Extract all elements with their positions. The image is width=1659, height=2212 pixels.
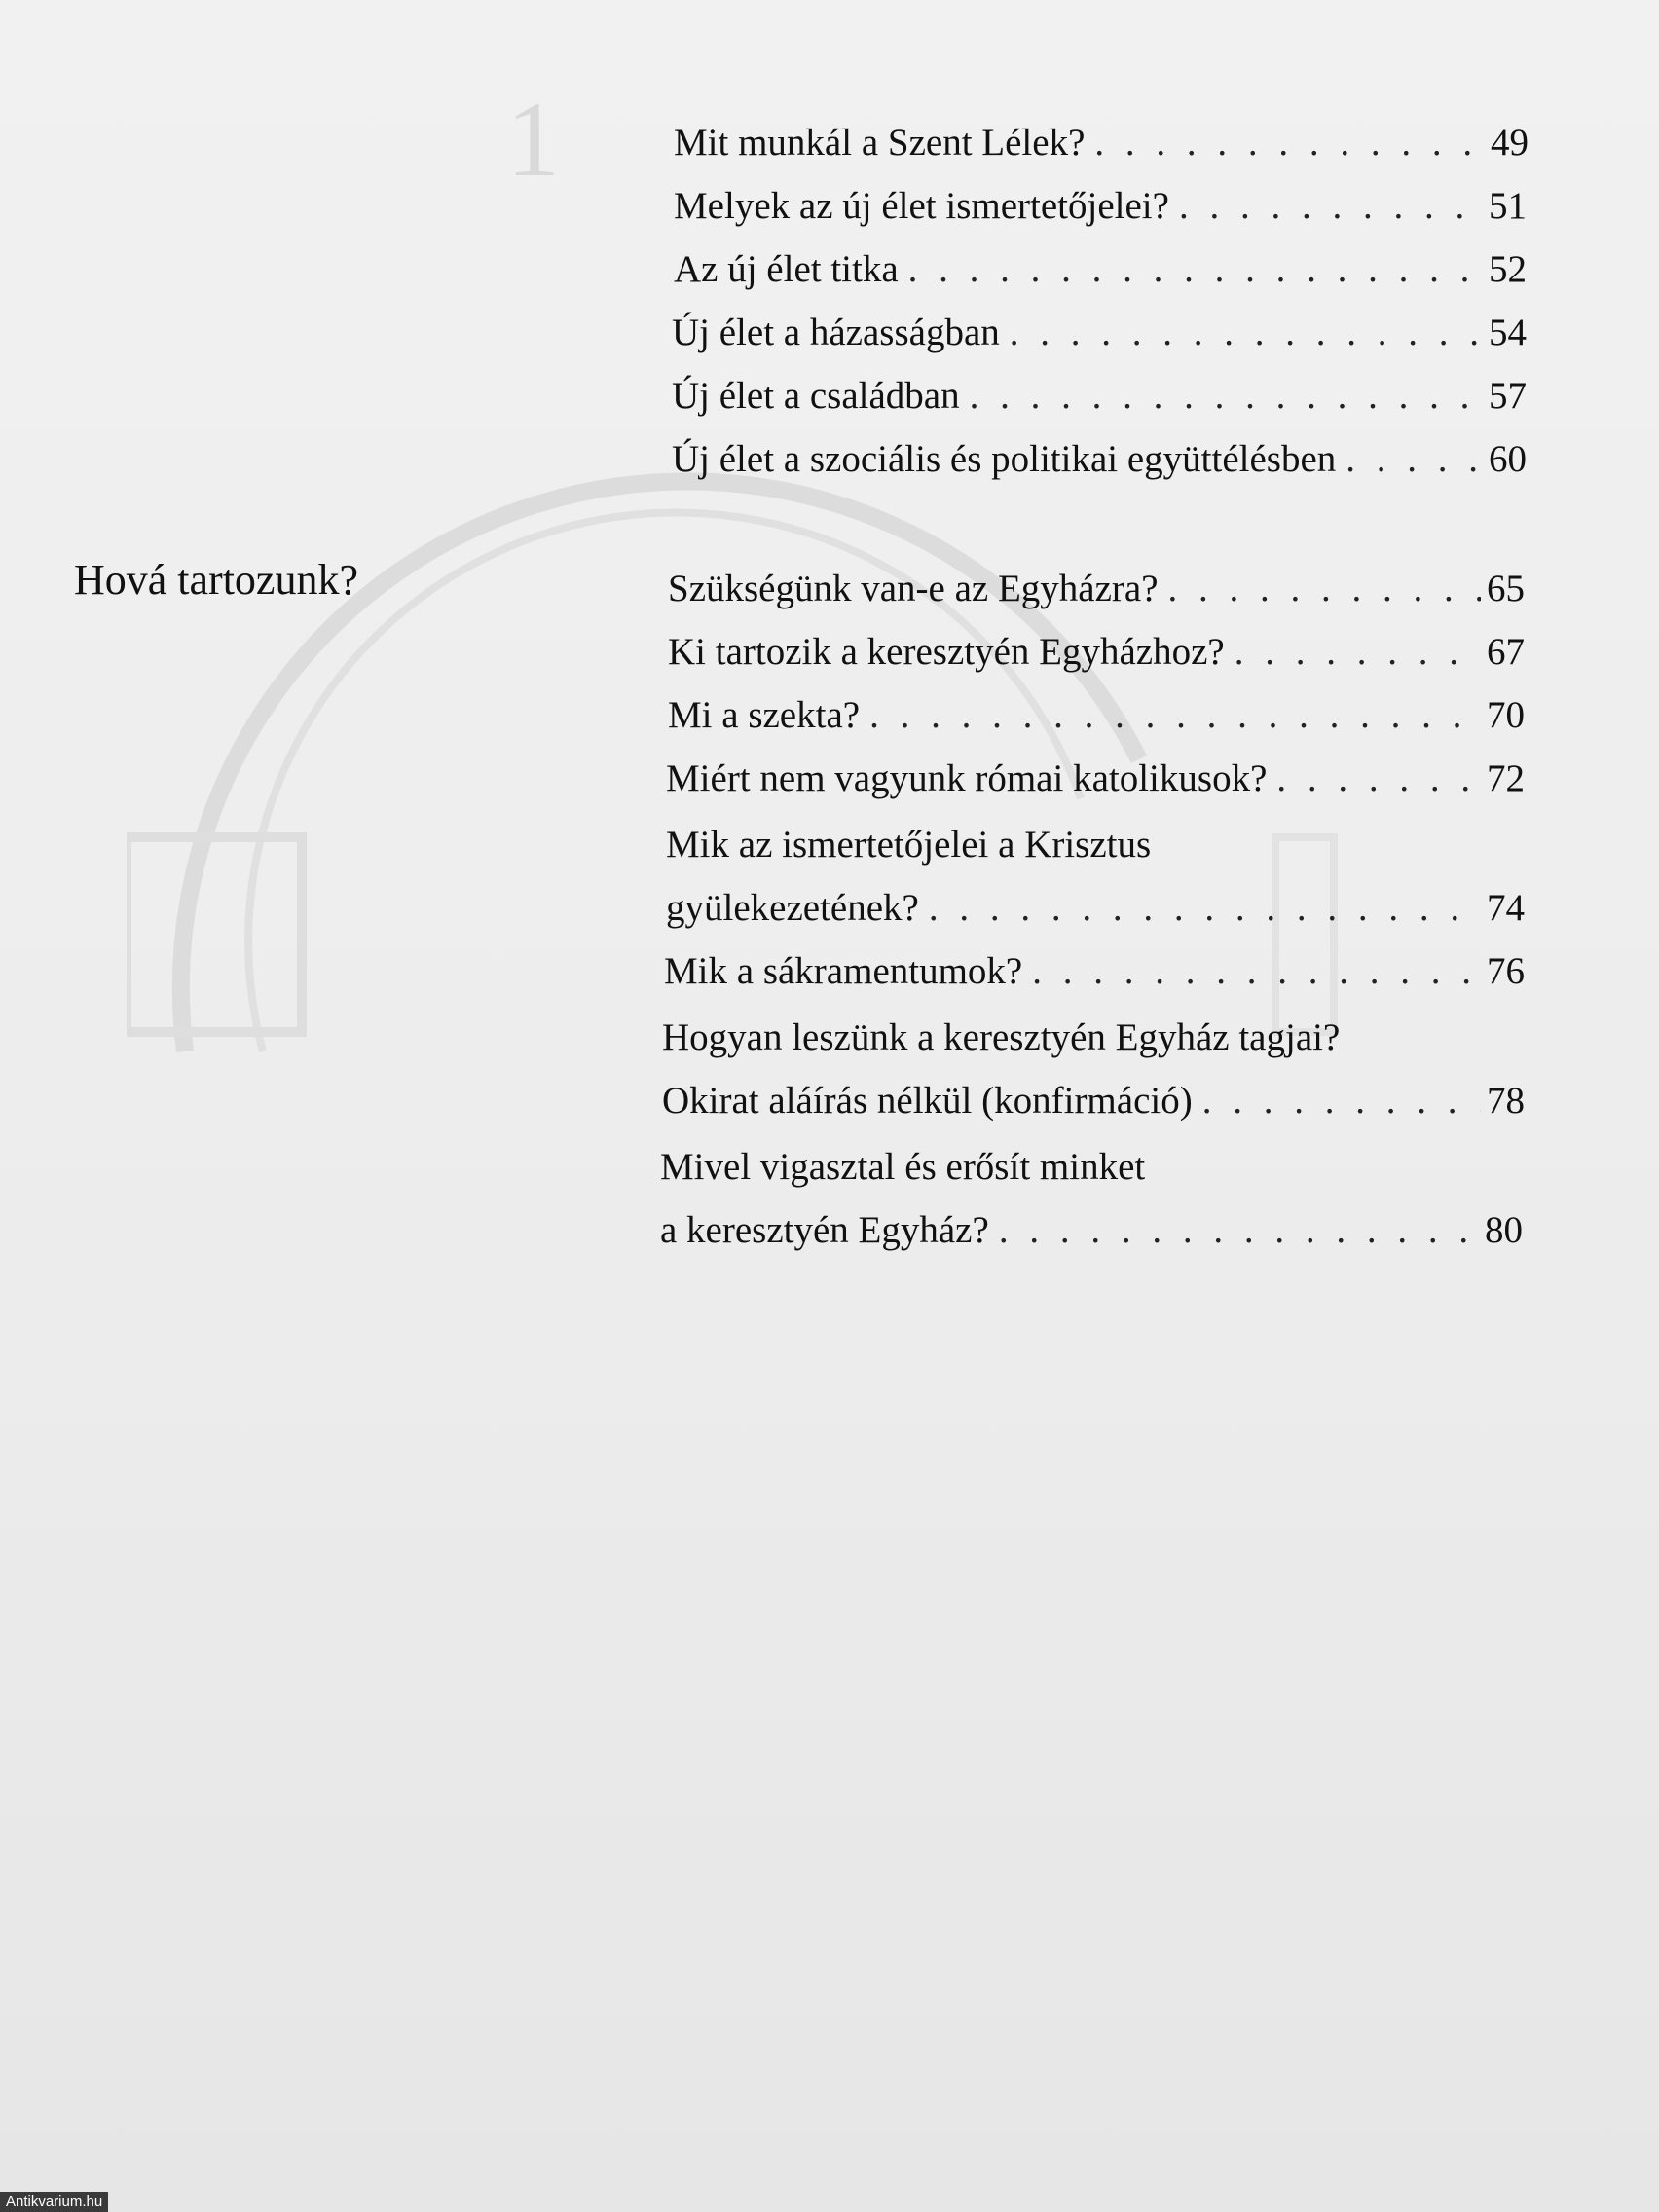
toc-entry[interactable]: [672, 311, 1527, 365]
toc-entry[interactable]: [666, 886, 1525, 940]
toc-entry-label: a keresztyén Egyház?: [660, 1209, 989, 1251]
toc-entry-label: Mi a szekta?: [668, 694, 861, 736]
toc-entry-page: 76: [1487, 950, 1525, 992]
toc-entry-page: 74: [1487, 887, 1525, 929]
toc-entry-page: 72: [1487, 757, 1525, 799]
toc-entry-label-line1: Mivel vigasztal és erősít minket: [660, 1146, 1146, 1188]
toc-entry-page: 78: [1487, 1080, 1525, 1122]
site-watermark: Antikvarium.hu: [0, 2192, 108, 2212]
toc-entry[interactable]: [660, 1208, 1523, 1263]
leader-dots: [1179, 184, 1483, 228]
toc-entry-label: Új élet a szociális és politikai együttélésben: [672, 438, 1337, 480]
toc-entry-label: Okirat aláírás nélkül (konfirmáció): [662, 1080, 1193, 1122]
leader-dots: [1276, 756, 1481, 800]
leader-dots: [908, 247, 1483, 291]
toc-entry[interactable]: [672, 374, 1527, 428]
toc-entry-page: 65: [1487, 568, 1525, 609]
leader-dots: [999, 1208, 1479, 1252]
toc-entry[interactable]: [674, 121, 1529, 175]
toc-entry-label: Szükségünk van-e az Egyházra?: [668, 568, 1159, 609]
leader-dots: [1202, 1079, 1481, 1123]
toc-entry[interactable]: [668, 693, 1525, 748]
leader-dots: [1032, 949, 1481, 993]
toc-entry-page: 70: [1487, 694, 1525, 736]
toc-entry-page: 80: [1485, 1209, 1523, 1251]
toc-entry-page: 67: [1487, 631, 1525, 673]
section-title: Hová tartozunk?: [74, 556, 358, 604]
toc-entry-page: 57: [1489, 375, 1527, 417]
toc-entry-page: 49: [1491, 122, 1529, 164]
toc-entry-label: Új élet a családban: [672, 375, 960, 417]
toc-entry-page: 54: [1489, 312, 1527, 353]
toc-entry-label-line1: Mik az ismertetőjelei a Krisztus: [666, 824, 1152, 866]
toc-entry[interactable]: [666, 756, 1525, 811]
leader-dots: [1235, 630, 1481, 674]
toc-entry[interactable]: [668, 567, 1525, 621]
toc-entry-page: 52: [1489, 248, 1527, 290]
bleedthrough-paragraph: [574, 1256, 1499, 1320]
toc-entry[interactable]: [662, 1079, 1525, 1133]
toc-entry[interactable]: [674, 184, 1527, 239]
leader-dots: [1168, 567, 1481, 610]
toc-entry-label: Új élet a házasságban: [672, 312, 1000, 353]
toc-entry-label: Melyek az új élet ismertetőjelei?: [674, 185, 1169, 227]
leader-dots: [929, 886, 1481, 930]
toc-entry-page: 60: [1489, 438, 1527, 480]
toc-entry-label: gyülekezetének?: [666, 887, 919, 929]
leader-dots: [1346, 437, 1483, 481]
leader-dots: [869, 693, 1481, 737]
bleedthrough-numeral: 1: [506, 80, 560, 199]
toc-entry[interactable]: [664, 949, 1525, 1004]
toc-entry-label: Az új élet titka: [674, 248, 899, 290]
leader-dots: [1094, 121, 1485, 165]
toc-entry-label: Mit munkál a Szent Lélek?: [674, 122, 1086, 164]
toc-entry[interactable]: [672, 437, 1527, 492]
toc-entry-label: Mik a sákramentumok?: [664, 950, 1023, 992]
toc-entry-page: 51: [1489, 185, 1527, 227]
leader-dots: [1010, 311, 1483, 354]
toc-entry-label: Ki tartozik a keresztyén Egyházhoz?: [668, 631, 1225, 673]
toc-entry-label-line1: Hogyan leszünk a keresztyén Egyház tagjai?: [662, 1016, 1341, 1058]
toc-entry[interactable]: [674, 247, 1527, 302]
toc-entry-label: Miért nem vagyunk római katolikusok?: [666, 757, 1268, 799]
leader-dots: [970, 374, 1483, 418]
toc-entry[interactable]: [668, 630, 1525, 684]
